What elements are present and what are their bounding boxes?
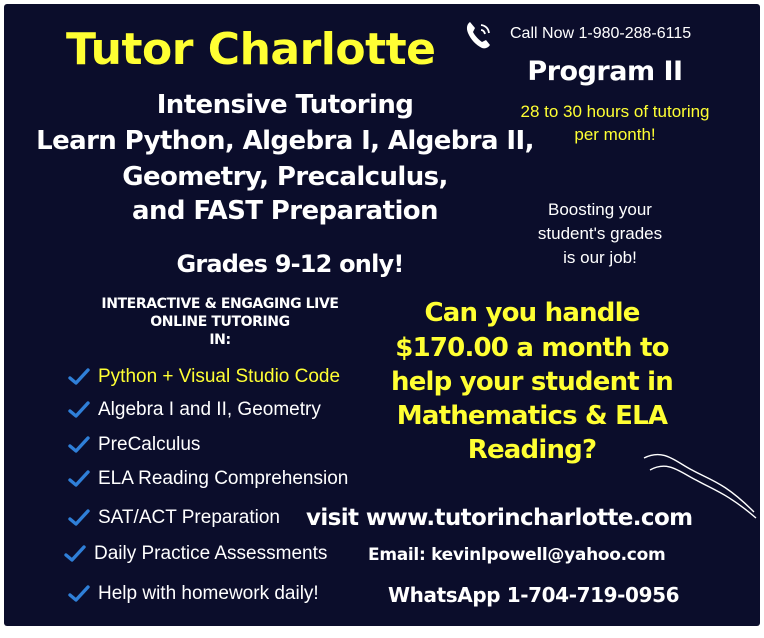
live-line-1: INTERACTIVE & ENGAGING LIVE	[101, 296, 339, 312]
list-item	[68, 432, 200, 458]
subject-label: SAT/ACT Preparation	[98, 507, 280, 528]
check-icon	[68, 368, 90, 386]
subject-label: Python + Visual Studio Code	[98, 366, 341, 387]
heading-line-3: Geometry, Precalculus,	[122, 162, 448, 192]
check-icon	[68, 509, 90, 527]
program-title: Program II	[527, 56, 683, 87]
check-icon	[68, 401, 90, 419]
list-item	[68, 581, 319, 607]
check-icon	[68, 585, 90, 603]
grades-note: Grades 9-12 only!	[176, 250, 404, 278]
phone-icon	[464, 19, 494, 51]
pitch-line-3: help your student in	[391, 367, 673, 397]
list-item	[68, 505, 280, 531]
live-line-3: IN:	[209, 332, 231, 348]
email-contact: Email: kevinlpowell@yahoo.com	[368, 545, 666, 565]
check-icon	[64, 545, 86, 563]
pitch-line-5: Reading?	[467, 435, 597, 465]
boost-line-2: student's grades	[537, 224, 663, 243]
whatsapp-contact: WhatsApp 1-704-719-0956	[388, 583, 680, 607]
heading-line-4: and FAST Preparation	[132, 196, 438, 226]
live-line-2: ONLINE TUTORING	[150, 314, 290, 330]
list-item	[68, 466, 348, 492]
pitch-line-2: $170.00 a month to	[395, 333, 669, 363]
website-link: visit www.tutorincharlotte.com	[306, 505, 693, 531]
heading-line-2: Learn Python, Algebra I, Algebra II,	[36, 126, 534, 156]
pitch-line-4: Mathematics & ELA	[396, 401, 668, 431]
call-now-phone: Call Now 1-980-288-6115	[510, 25, 692, 42]
subject-label: Daily Practice Assessments	[94, 543, 328, 564]
subject-label: Algebra I and II, Geometry	[98, 399, 321, 420]
hours-line-1: 28 to 30 hours of tutoring	[520, 102, 710, 121]
subject-label: ELA Reading Comprehension	[98, 468, 349, 489]
subject-label: Help with homework daily!	[98, 583, 319, 604]
boost-line-3: is our job!	[563, 248, 637, 267]
heading-line-1: Intensive Tutoring	[156, 90, 414, 120]
boost-line-1: Boosting your	[548, 200, 652, 219]
list-item	[64, 541, 327, 567]
list-item	[68, 364, 340, 390]
flyer-title: Tutor Charlotte	[66, 24, 436, 75]
check-icon	[68, 470, 90, 488]
pitch-line-1: Can you handle	[424, 298, 640, 328]
subject-label: PreCalculus	[98, 434, 201, 455]
list-item	[68, 397, 321, 423]
check-icon	[68, 436, 90, 454]
hours-line-2: per month!	[574, 125, 656, 144]
